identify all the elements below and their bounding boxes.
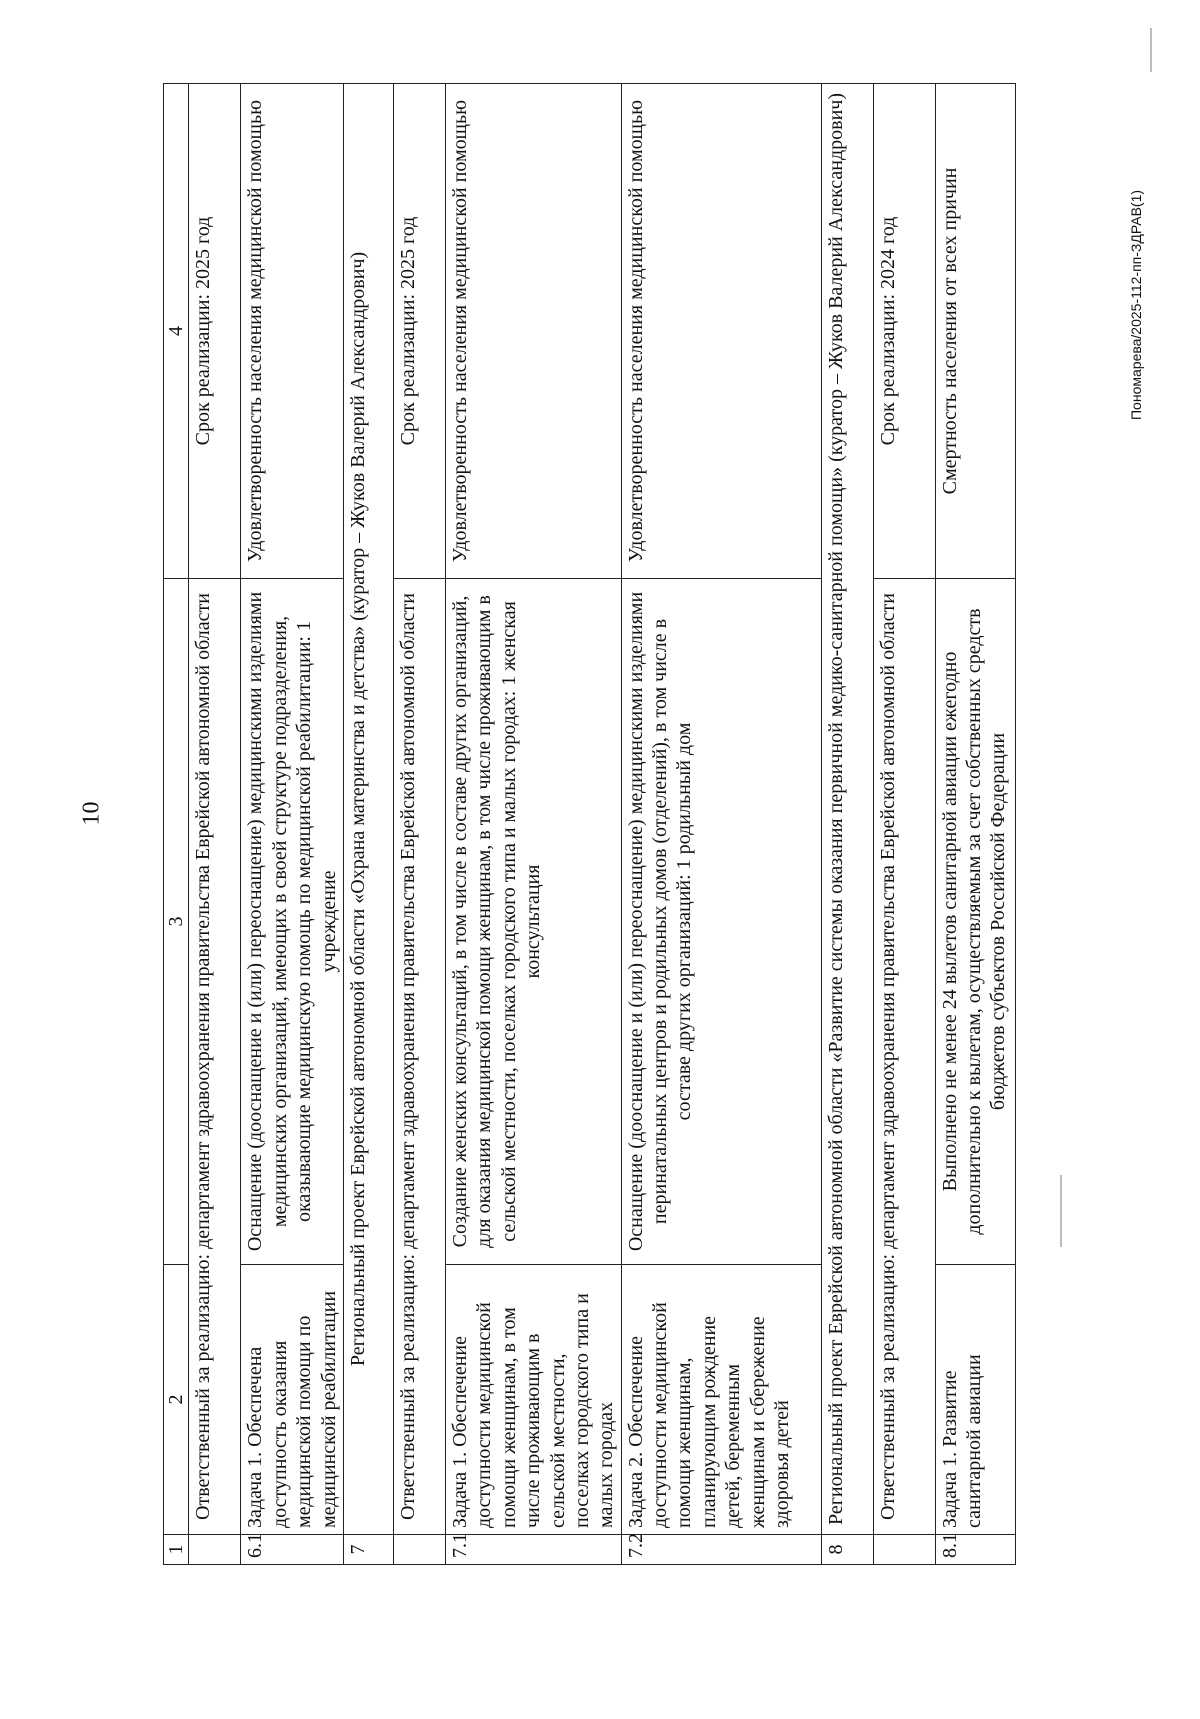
table-row bbox=[821, 84, 873, 1565]
task-cell: Задача 2. Обеспечение доступности медицинской помощи женщинам, планирующим рождение детей, беременным женщинам и сбережение здоровья детей bbox=[621, 1265, 821, 1535]
action-cell: Создание женских консультаций, в том числе в составе других организаций, для оказания медицинской помощи женщинам, в том числе проживающим в сельской местности, поселках городского типа и малых городах: 1 женская консультация bbox=[445, 579, 621, 1265]
project-title-cell: Региональный проект Еврейской автономной области «Охрана материнства и детства» (куратор – Жуков Валерий Александрович) bbox=[343, 84, 393, 1535]
number-cell: 7 bbox=[343, 1535, 393, 1565]
term-cell: Срок реализации: 2025 год bbox=[393, 84, 445, 579]
table-row bbox=[189, 84, 241, 1565]
table-row bbox=[445, 84, 621, 1565]
project-title-cell: Региональный проект Еврейской автономной области «Развитие системы оказания первичной медико-санитарной помощи» (куратор – Жуков Валерий Александрович) bbox=[821, 84, 873, 1535]
number-cell: 8 bbox=[821, 1535, 873, 1565]
page-number: 10 bbox=[78, 801, 105, 826]
number-cell: 6.1 bbox=[241, 1535, 344, 1565]
responsible-cell: Ответственный за реализацию: департамент здравоохранения правительства Еврейской автономной области bbox=[189, 579, 241, 1535]
task-cell: Задача 1. Обеспечение доступности медицинской помощи женщинам, в том числе проживающим в сельской местности, поселках городского типа и малых городах bbox=[445, 1265, 621, 1535]
table-row bbox=[621, 84, 821, 1565]
action-cell: Оснащение (дооснащение и (или) переоснащение) медицинскими изделиями перинатальных центров и родильных домов (отделений), в том числе в составе других организаций: 1 родильный дом bbox=[621, 579, 821, 1265]
result-cell: Удовлетворенность населения медицинской помощью bbox=[621, 84, 821, 579]
responsible-cell: Ответственный за реализацию: департамент здравоохранения правительства Еврейской автономной области bbox=[873, 579, 935, 1535]
table-row bbox=[873, 84, 935, 1565]
result-cell: Смертность населения от всех причин bbox=[935, 84, 1015, 579]
number-cell: 7.2 bbox=[621, 1535, 821, 1565]
table-header-row bbox=[164, 84, 189, 1565]
task-cell: Задача 1. Развитие санитарной авиации bbox=[935, 1265, 1015, 1535]
number-cell bbox=[189, 1535, 241, 1565]
result-cell: Удовлетворенность населения медицинской помощью bbox=[241, 84, 344, 579]
table-row bbox=[343, 84, 393, 1565]
table-row bbox=[393, 84, 445, 1565]
header-cell-1: 1 bbox=[164, 1535, 189, 1565]
term-cell: Срок реализации: 2024 год bbox=[873, 84, 935, 579]
number-cell: 7.1 bbox=[445, 1535, 621, 1565]
result-cell: Удовлетворенность населения медицинской помощью bbox=[445, 84, 621, 579]
number-cell: 8.1 bbox=[935, 1535, 1015, 1565]
document-code: Пономарева/2025-112-пп-ЗДРАВ(1) bbox=[1128, 189, 1144, 420]
action-cell: Выполнено не менее 24 вылетов санитарной авиации ежегодно дополнительно к вылетам, осуществляемым за счет собственных средств бюджетов субъектов Российской Федерации bbox=[935, 579, 1015, 1265]
header-cell-4: 4 bbox=[164, 84, 189, 579]
number-cell bbox=[393, 1535, 445, 1565]
term-cell: Срок реализации: 2025 год bbox=[189, 84, 241, 579]
number-cell bbox=[873, 1535, 935, 1565]
action-cell: Оснащение (дооснащение и (или) переоснащение) медицинскими изделиями медицинских организаций, имеющих в своей структуре подразделения, оказывающие медицинскую помощь по медицинской реабилитации: 1 учреждение bbox=[241, 579, 344, 1265]
responsible-cell: Ответственный за реализацию: департамент здравоохранения правительства Еврейской автономной области bbox=[393, 579, 445, 1535]
scan-artifact-line-top bbox=[1150, 28, 1152, 72]
header-cell-3: 3 bbox=[164, 579, 189, 1265]
table-row bbox=[935, 84, 1015, 1565]
header-cell-2: 2 bbox=[164, 1265, 189, 1535]
task-cell: Задача 1. Обеспечена доступность оказания медицинской помощи по медицинской реабилитации bbox=[241, 1265, 344, 1535]
plan-table bbox=[163, 83, 1016, 1565]
table-row bbox=[241, 84, 344, 1565]
rotated-page-content bbox=[163, 84, 1144, 1565]
